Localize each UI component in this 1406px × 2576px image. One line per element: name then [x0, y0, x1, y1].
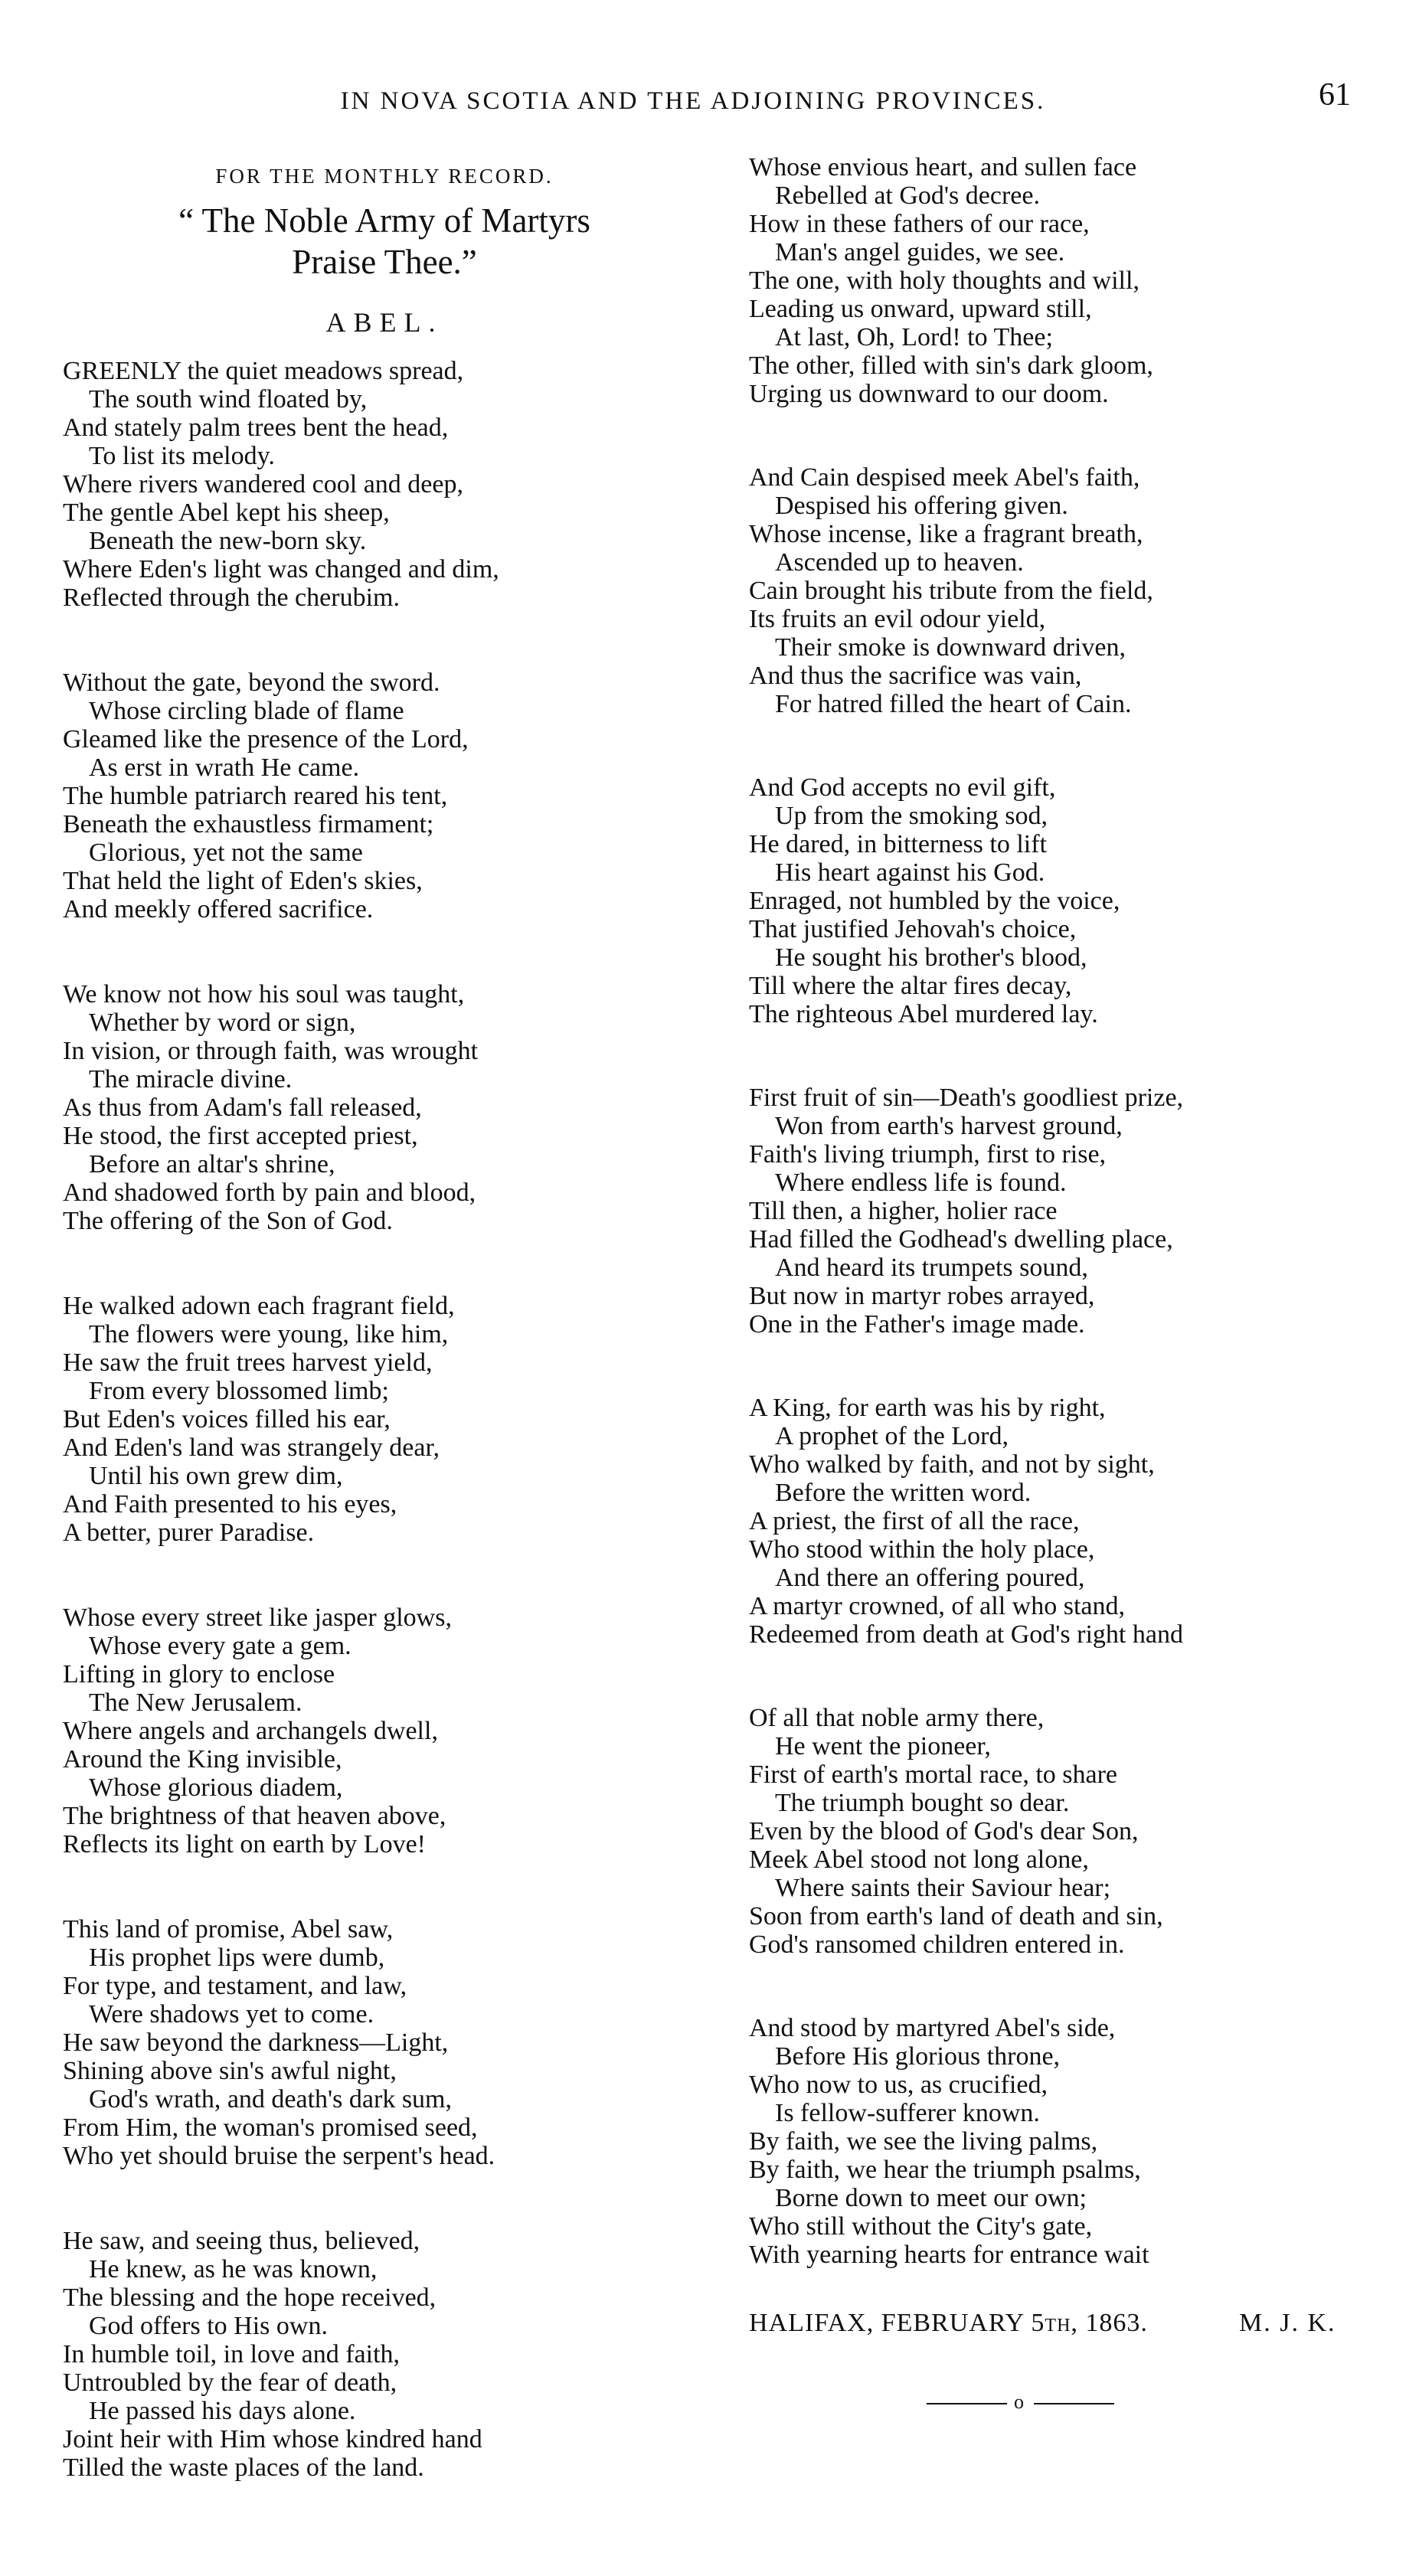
poem-line: In vision, or through faith, was wrought: [63, 1037, 479, 1065]
poem-line: Soon from earth's land of death and sin,: [749, 1902, 1163, 1930]
poem-line: Whose envious heart, and sullen face: [749, 153, 1137, 181]
poem-line: And Eden's land was strangely dear,: [63, 1433, 440, 1462]
poem-line: Tilled the waste places of the land.: [63, 2453, 424, 2482]
poem-line: A better, purer Paradise.: [63, 1518, 315, 1547]
poem-line: The righteous Abel murdered lay.: [749, 1000, 1098, 1028]
signoff-place-date: HALIFAX, FEBRUARY 5th, 1863.: [749, 2309, 1148, 2337]
poem-line: Ascended up to heaven.: [775, 548, 1024, 577]
poem-line: How in these fathers of our race,: [749, 210, 1090, 238]
poem-line: A martyr crowned, of all who stand,: [749, 1592, 1125, 1620]
left-stanzas: [63, 357, 706, 2482]
section-title: ABEL.: [325, 307, 443, 338]
poem-line: Until his own grew dim,: [89, 1462, 343, 1490]
poem-line: Reflects its light on earth by Love!: [63, 1830, 426, 1858]
stanza: [749, 1394, 1392, 1649]
stanza: [63, 1915, 706, 2170]
poem-line: Faith's living triumph, first to rise,: [749, 1140, 1107, 1169]
poem-line: Leading us onward, upward still,: [749, 295, 1092, 323]
poem-line: Who yet should bruise the serpent's head.: [63, 2142, 495, 2170]
poem-line: That justified Jehovah's choice,: [749, 915, 1077, 943]
poem-line: Gleamed like the presence of the Lord,: [63, 725, 469, 754]
end-rule-right-line: [1034, 2403, 1114, 2404]
poem-line: God's wrath, and death's dark sum,: [89, 2085, 452, 2113]
poem-line: Whose circling blade of flame: [89, 697, 404, 725]
end-rule-left-line: [927, 2403, 1007, 2404]
poem-title-line-1: “ The Noble Army of Martyrs: [178, 201, 590, 240]
poem-line: Cain brought his tribute from the field,: [749, 577, 1153, 605]
poem-line: As thus from Adam's fall released,: [63, 1093, 422, 1122]
poem-line: First of earth's mortal race, to share: [749, 1760, 1118, 1789]
poem-line: Had filled the Godhead's dwelling place,: [749, 1225, 1173, 1254]
poem-line: For type, and testament, and law,: [63, 1972, 407, 2000]
poem-line: Rebelled at God's decree.: [775, 181, 1040, 210]
poem-line: And thus the sacrifice was vain,: [749, 662, 1082, 690]
poem-title-line-2: Praise Thee.”: [292, 243, 477, 281]
poem-line: Where angels and archangels dwell,: [63, 1717, 438, 1745]
poem-line: And Faith presented to his eyes,: [63, 1490, 397, 1518]
poem-line: The south wind floated by,: [89, 385, 368, 414]
poem-line: And there an offering poured,: [775, 1564, 1085, 1592]
poem-line: God's ransomed children entered in.: [749, 1930, 1125, 1959]
poem-line: He went the pioneer,: [775, 1732, 991, 1760]
end-rule-ornament: o: [1014, 2391, 1024, 2413]
poem-line: His prophet lips were dumb,: [89, 1943, 385, 1972]
poem-line: He saw the fruit trees harvest yield,: [63, 1348, 433, 1377]
poem-line: Its fruits an evil odour yield,: [749, 605, 1046, 633]
poem-line: Beneath the new-born sky.: [89, 527, 367, 555]
poem-line: At last, Oh, Lord! to Thee;: [775, 323, 1053, 351]
poem-line: Up from the smoking sod,: [775, 802, 1048, 830]
poem-line: Urging us downward to our doom.: [749, 380, 1109, 408]
poem-line: With yearning hearts for entrance wait: [749, 2241, 1149, 2269]
page-header: [0, 77, 1406, 123]
poem-line: Glorious, yet not the same: [89, 839, 363, 867]
poem-line: Till where the altar fires decay,: [749, 972, 1072, 1000]
poem-line: For hatred filled the heart of Cain.: [775, 690, 1132, 718]
stanza: [63, 1292, 706, 1547]
poem-line: A prophet of the Lord,: [775, 1422, 1009, 1450]
poem-line: By faith, we hear the triumph psalms,: [749, 2156, 1141, 2184]
poem-line: Won from earth's harvest ground,: [775, 1112, 1123, 1140]
stanza: [749, 773, 1392, 1028]
poem-line: Lifting in glory to enclose: [63, 1660, 335, 1688]
poem-line: Meek Abel stood not long alone,: [749, 1845, 1089, 1874]
poem-line: Beneath the exhaustless firmament;: [63, 810, 434, 839]
poem-line: The miracle divine.: [89, 1065, 293, 1093]
poem-line: The New Jerusalem.: [89, 1688, 302, 1717]
poem-line: Who stood within the holy place,: [749, 1535, 1095, 1564]
poem-line: Whose every street like jasper glows,: [63, 1603, 452, 1632]
poem-line: Whose glorious diadem,: [89, 1773, 343, 1802]
poem-line: Joint heir with Him whose kindred hand: [63, 2425, 482, 2453]
poem-line: And stood by martyred Abel's side,: [749, 2014, 1116, 2042]
poem-line: That held the light of Eden's skies,: [63, 867, 423, 895]
poem-line: This land of promise, Abel saw,: [63, 1915, 394, 1943]
right-stanzas: [749, 153, 1392, 2269]
poem-line: We know not how his soul was taught,: [63, 980, 465, 1008]
poem-line: A priest, the first of all the race,: [749, 1507, 1080, 1535]
poem-line: God offers to His own.: [89, 2312, 328, 2340]
stanza: [749, 2014, 1392, 2269]
poem-line: The blessing and the hope received,: [63, 2283, 437, 2312]
poem-line: GREENLY the quiet meadows spread,: [63, 357, 464, 385]
poem-line: Where saints their Saviour hear;: [775, 1874, 1111, 1902]
stanza: [749, 153, 1392, 408]
stanza: [63, 357, 706, 612]
poem-line: Of all that noble army there,: [749, 1704, 1045, 1732]
poem-line: And stately palm trees bent the head,: [63, 414, 449, 442]
poem-line: He saw beyond the darkness—Light,: [63, 2028, 449, 2057]
poem-line: As erst in wrath He came.: [89, 754, 360, 782]
poem-line: But Eden's voices filled his ear,: [63, 1405, 391, 1433]
stanza: [63, 2227, 706, 2482]
poem-line: From Him, the woman's promised seed,: [63, 2113, 478, 2142]
poem-line: Enraged, not humbled by the voice,: [749, 887, 1120, 915]
poem-line: And God accepts no evil gift,: [749, 773, 1056, 802]
running-head: IN NOVA SCOTIA AND THE ADJOINING PROVINCES.: [340, 87, 1046, 115]
poem-line: Untroubled by the fear of death,: [63, 2368, 397, 2397]
signoff: [749, 2309, 1392, 2342]
poem-line: He sought his brother's blood,: [775, 943, 1087, 972]
poem-line: He saw, and seeing thus, believed,: [63, 2227, 420, 2255]
poem-line: Despised his offering given.: [775, 492, 1068, 520]
poem-line: Around the King invisible,: [63, 1745, 342, 1773]
poem-line: Without the gate, beyond the sword.: [63, 669, 440, 697]
poem-line: Where rivers wandered cool and deep,: [63, 470, 463, 499]
stanza: [749, 1704, 1392, 1959]
stanza: [749, 463, 1392, 718]
poem-line: Whose every gate a gem.: [89, 1632, 352, 1660]
poem-line: By faith, we see the living palms,: [749, 2127, 1098, 2156]
poem-line: Man's angel guides, we see.: [775, 238, 1065, 266]
poem-line: A King, for earth was his by right,: [749, 1394, 1106, 1422]
poem-line: Before the written word.: [775, 1479, 1032, 1507]
poem-line: The offering of the Son of God.: [63, 1207, 393, 1235]
poem-line: And heard its trumpets sound,: [775, 1254, 1088, 1282]
stanza: [749, 1084, 1392, 1339]
poem-line: Where Eden's light was changed and dim,: [63, 555, 499, 584]
poem-line: The other, filled with sin's dark gloom,: [749, 351, 1153, 380]
poem-line: Whose incense, like a fragrant breath,: [749, 520, 1143, 548]
poem-line: He stood, the first accepted priest,: [63, 1122, 418, 1150]
signoff-initials: M. J. K.: [1239, 2309, 1336, 2337]
poem-line: The triumph bought so dear.: [775, 1789, 1070, 1817]
poem-line: In humble toil, in love and faith,: [63, 2340, 401, 2368]
poem-line: He walked adown each fragrant field,: [63, 1292, 455, 1320]
poem-line: Where endless life is found.: [775, 1169, 1067, 1197]
poem-line: And Cain despised meek Abel's faith,: [749, 463, 1140, 492]
poem-line: Who walked by faith, and not by sight,: [749, 1450, 1155, 1479]
stanza: [63, 669, 706, 924]
poem-line: Were shadows yet to come.: [89, 2000, 374, 2028]
page-number: 61: [1319, 77, 1351, 113]
poem-line: The gentle Abel kept his sheep,: [63, 499, 390, 527]
poem-line: He passed his days alone.: [89, 2397, 356, 2425]
stanza: [63, 980, 706, 1235]
poem-line: Reflected through the cherubim.: [63, 584, 400, 612]
poem-line: First fruit of sin—Death's goodliest prize,: [749, 1084, 1184, 1112]
right-column: [749, 153, 1392, 2342]
poem-line: Who still without the City's gate,: [749, 2212, 1093, 2241]
poem-line: His heart against his God.: [775, 858, 1045, 887]
poem-line: The one, with holy thoughts and will,: [749, 266, 1140, 295]
left-column: [63, 153, 706, 2538]
poem-line: Before an altar's shrine,: [89, 1150, 335, 1178]
end-rule: [927, 2391, 1118, 2413]
poem-line: Who now to us, as crucified,: [749, 2071, 1048, 2099]
poem-line: Shining above sin's awful night,: [63, 2057, 397, 2085]
poem-line: The flowers were young, like him,: [89, 1320, 449, 1348]
poem-line: Is fellow-sufferer known.: [775, 2099, 1040, 2127]
poem-line: Even by the blood of God's dear Son,: [749, 1817, 1139, 1845]
poem-line: Whether by word or sign,: [89, 1008, 356, 1037]
source-line: FOR THE MONTHLY RECORD.: [215, 165, 554, 188]
poem-line: From every blossomed limb;: [89, 1377, 389, 1405]
poem-line: Borne down to meet our own;: [775, 2184, 1087, 2212]
poem-line: He dared, in bitterness to lift: [749, 830, 1048, 858]
poem-line: He knew, as he was known,: [89, 2255, 378, 2283]
poem-line: But now in martyr robes arrayed,: [749, 1282, 1095, 1310]
stanza: [63, 1603, 706, 1858]
poem-line: The humble patriarch reared his tent,: [63, 782, 448, 810]
poem-line: And shadowed forth by pain and blood,: [63, 1178, 476, 1207]
poem-line: And meekly offered sacrifice.: [63, 895, 374, 924]
poem-line: Before His glorious throne,: [775, 2042, 1061, 2071]
poem-line: One in the Father's image made.: [749, 1310, 1085, 1339]
poem-line: Redeemed from death at God's right hand: [749, 1620, 1183, 1649]
poem-line: Till then, a higher, holier race: [749, 1197, 1058, 1225]
poem-line: To list its melody.: [89, 442, 275, 470]
poem-line: Their smoke is downward driven,: [775, 633, 1126, 662]
poem-line: The brightness of that heaven above,: [63, 1802, 446, 1830]
